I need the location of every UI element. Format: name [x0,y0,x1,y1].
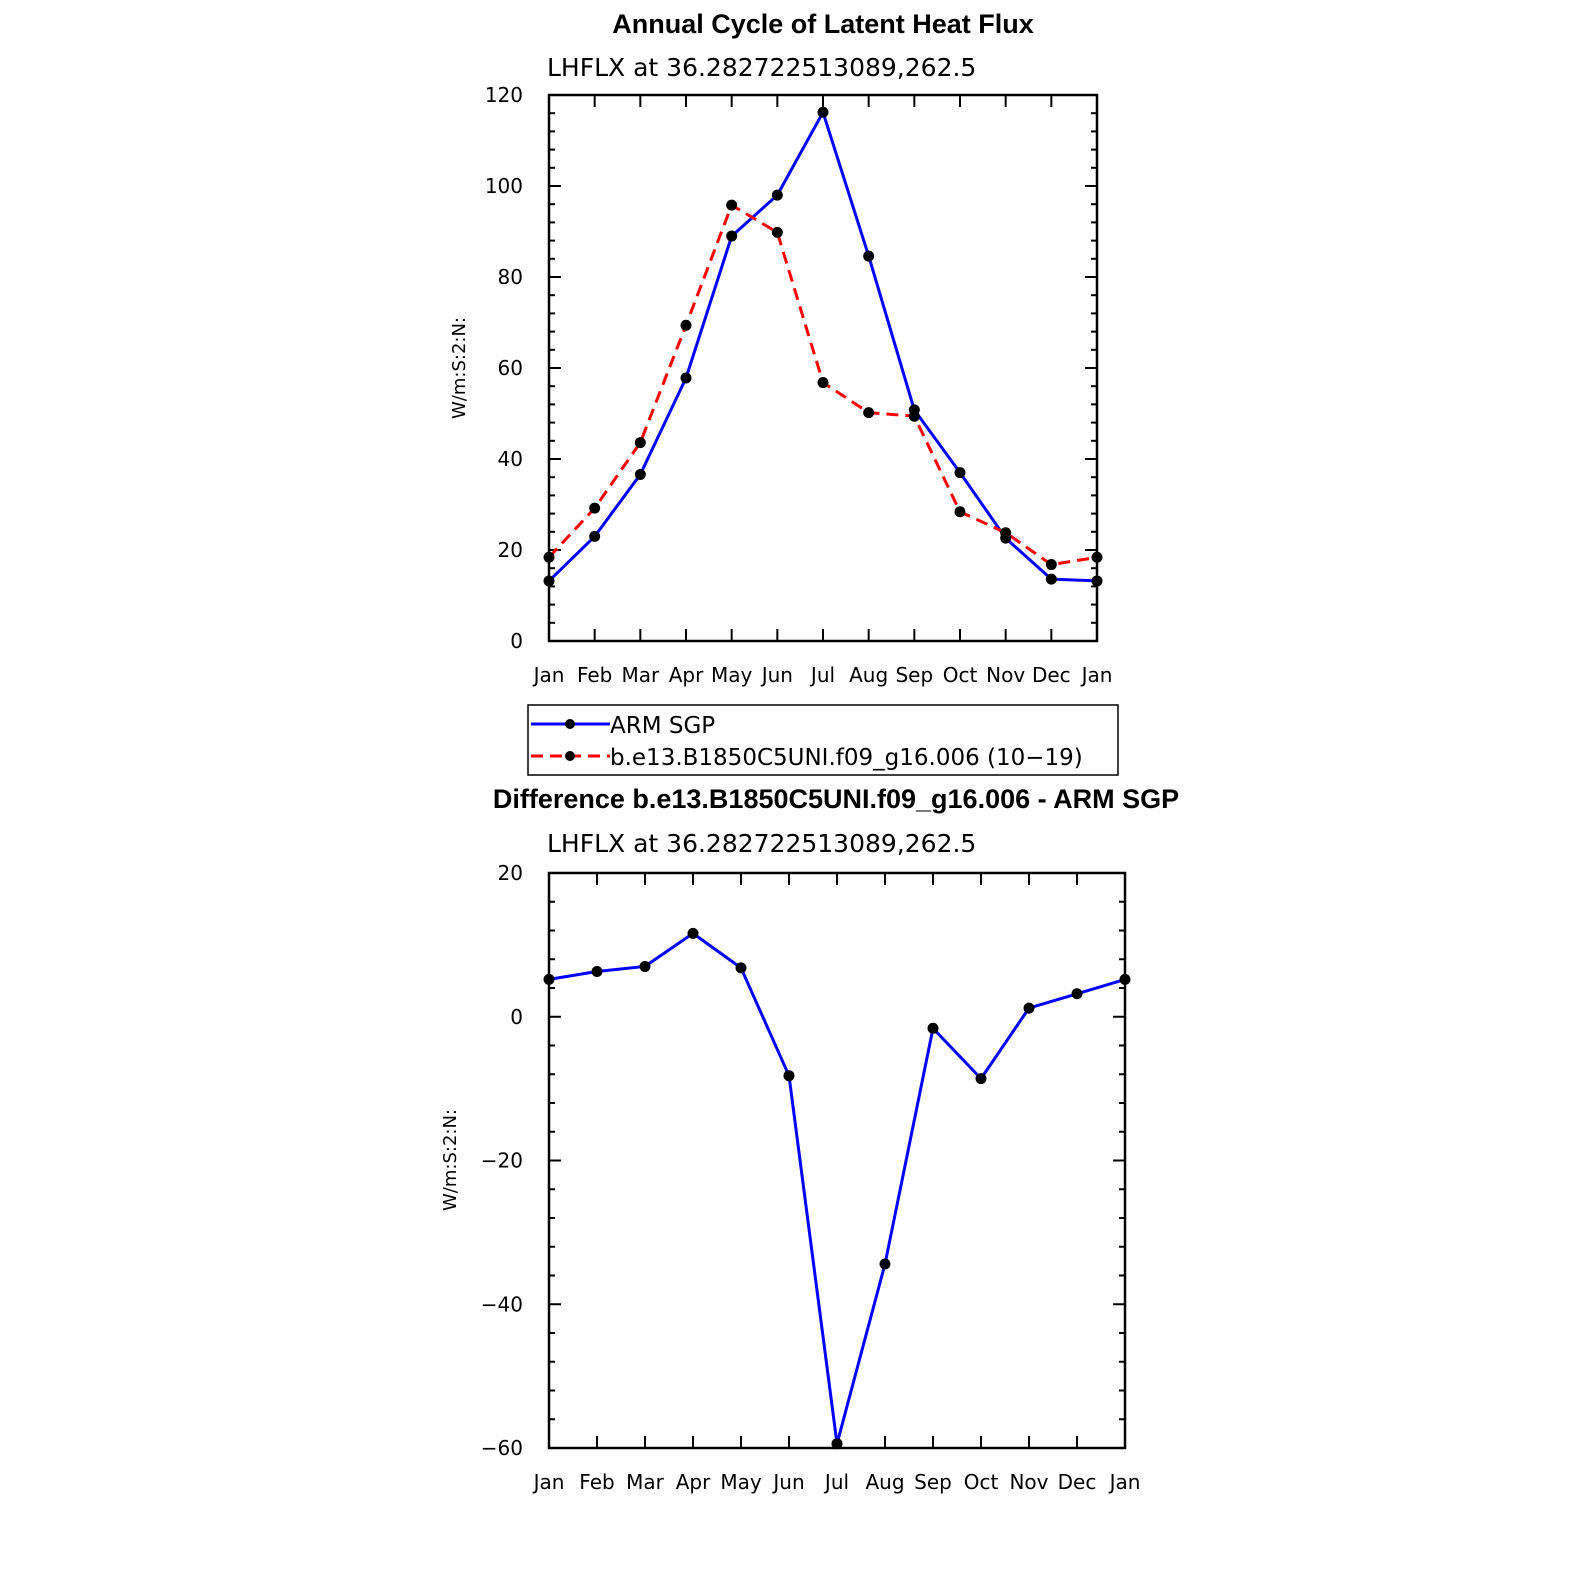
chart1-xtick-label: Aug [849,663,889,687]
chart1-series-0-point [1046,574,1057,585]
legend-marker-model [565,751,575,761]
chart2-plot [481,861,1141,1494]
chart2-series-0-point [736,962,747,973]
chart1-title: Annual Cycle of Latent Heat Flux [612,9,1034,39]
chart1-series-1-point [544,552,555,563]
chart1-series-0-point [544,575,555,586]
chart1-series-1-point [955,506,966,517]
chart1-series-0-point [726,231,737,242]
chart1-xtick-label: Feb [576,663,613,687]
chart1-ylabel: W/m:S:2:N: [449,317,470,419]
chart1-ytick-label: 80 [497,265,523,289]
chart1-series-line-0 [549,112,1097,581]
chart2-xtick-label: Jun [773,1470,805,1494]
chart2-series-line-0 [549,933,1125,1443]
chart1-frame [549,95,1097,641]
chart1-ytick-label: 60 [497,356,523,380]
chart2-series-0-point [1024,1003,1035,1014]
chart2-series-0-point [688,928,699,939]
chart2-ytick-label: 20 [497,861,523,885]
chart1-series-0-point [772,190,783,201]
chart1-series-1-point [1092,552,1103,563]
chart1-xtick-label: Jan [533,663,565,687]
chart2-xtick-label: Sep [914,1470,952,1494]
chart2-series-0-point [976,1073,987,1084]
legend-label-arm: ARM SGP [610,713,716,739]
chart1-series-1-point [1000,527,1011,538]
chart2-xtick-label: Oct [963,1470,999,1494]
chart2-xtick-label: Jul [824,1470,850,1494]
chart1-series-0-point [863,251,874,262]
chart1-series-1-point [635,437,646,448]
chart1-series-0-point [681,373,692,384]
chart1-xtick-label: Mar [621,663,660,687]
chart1-ytick-label: 0 [510,629,523,653]
chart1-series-1-point [909,411,920,422]
chart1-xtick-label: Jan [1081,663,1113,687]
chart2-ytick-label: 0 [510,1004,523,1029]
legend-label-model: b.e13.B1850C5UNI.f09_g16.006 (10−19) [610,745,1083,771]
chart2-xtick-label: Apr [675,1470,711,1494]
chart2-ytick-label: −60 [480,1436,523,1460]
chart1-xtick-label: May [710,663,753,687]
chart2-series-0-point [784,1070,795,1081]
chart2-title: Difference b.e13.B1850C5UNI.f09_g16.006 - ARM SGP [492,784,1180,814]
chart2-series-0-point [928,1023,939,1034]
chart1-series-0-point [955,467,966,478]
chart2-xtick-label: Jan [1109,1470,1141,1494]
chart1-xtick-label: Oct [942,663,978,687]
chart2-xtick-label: Aug [865,1470,905,1494]
chart1-ytick-label: 100 [484,174,523,198]
chart1-xtick-label: Dec [1031,663,1071,687]
chart1-series-1-point [726,200,737,211]
chart1-legend [528,705,1118,775]
chart1-ytick-label: 20 [497,538,523,562]
chart2-series-0-point [832,1438,843,1449]
chart1-xtick-label: Jun [761,663,793,687]
chart1-plot [485,83,1113,687]
chart2-xtick-label: Dec [1057,1470,1097,1494]
chart1-xtick-label: Jul [810,663,836,687]
chart2-series-0-point [640,961,651,972]
chart2-ytick-label: −20 [480,1148,523,1173]
chart2-ytick-label: −40 [480,1292,523,1317]
chart1-series-0-point [635,469,646,480]
chart1-series-1-point [1046,559,1057,570]
chart1-ytick-label: 40 [497,447,523,471]
chart1-series-0-point [818,107,829,118]
chart1-ytick-label: 120 [484,83,523,107]
chart2-ylabel: W/m:S:2:N: [440,1109,461,1211]
chart2-subtitle: LHFLX at 36.282722513089,262.5 [547,829,977,858]
chart1-subtitle: LHFLX at 36.282722513089,262.5 [547,53,977,82]
chart1-series-1-point [863,407,874,418]
chart2-series-0-point [1072,988,1083,999]
chart1-series-1-point [818,377,829,388]
chart1-xtick-label: Nov [986,663,1026,687]
chart2-xtick-label: Feb [579,1470,615,1494]
chart2-series-0-point [1120,974,1131,985]
chart2-series-0-point [880,1259,891,1270]
chart2-xtick-label: Jan [533,1470,565,1494]
chart2-xtick-label: Nov [1009,1470,1049,1494]
chart1-series-0-point [589,531,600,542]
chart1-series-0-point [1092,575,1103,586]
legend-marker-arm [565,719,575,729]
chart1-series-1-point [589,503,600,514]
chart1-xtick-label: Apr [668,663,704,687]
chart1-xtick-label: Sep [895,663,934,687]
chart1-series-1-point [681,320,692,331]
chart1-series-1-point [772,227,783,238]
chart2-series-0-point [592,966,603,977]
chart2-xtick-label: May [720,1470,762,1494]
chart2-series-0-point [544,974,555,985]
chart2-xtick-label: Mar [626,1470,664,1494]
chart2-frame [549,873,1125,1448]
